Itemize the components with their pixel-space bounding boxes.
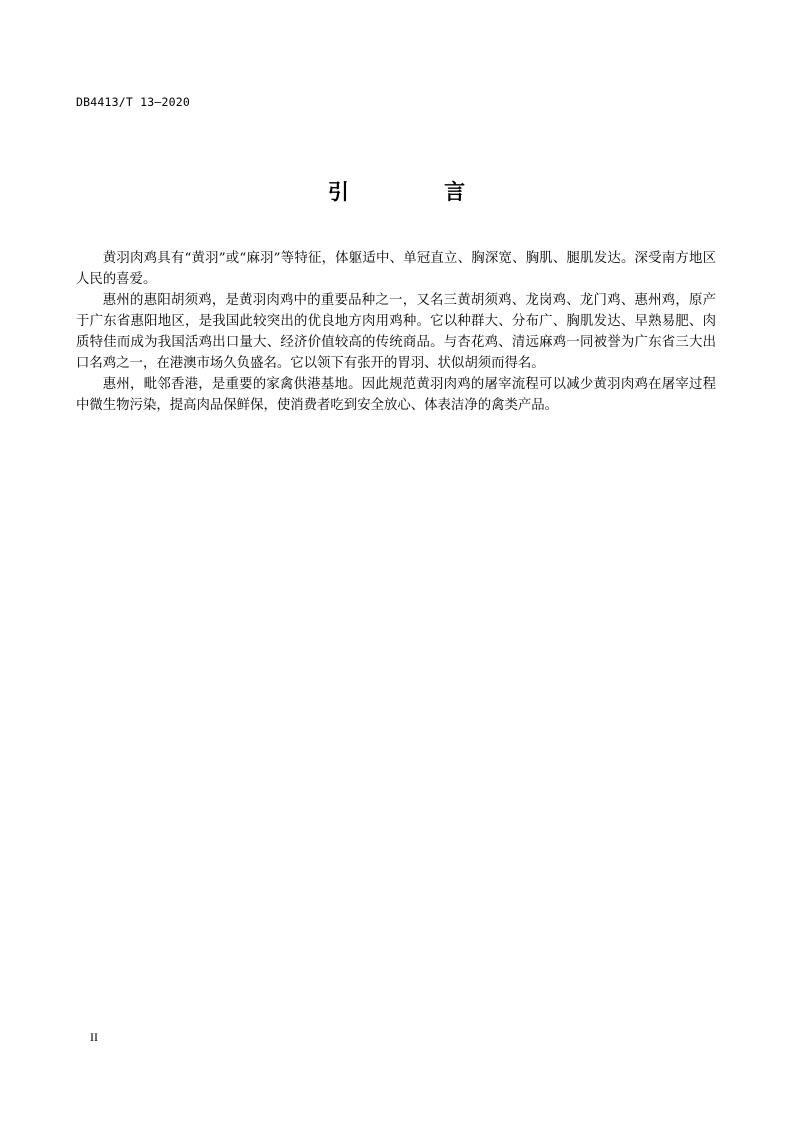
paragraph-3: 惠州，毗邻香港，是重要的家禽供港基地。因此规范黄羽肉鸡的屠宰流程可以减少黄羽肉鸡在屠宰过程中微生物污染，提高肉品保鲜保，使消费者吃到安全放心、体表洁净的禽类产品。 — [76, 377, 716, 413]
page-title: 引 言 — [327, 180, 510, 204]
document-code: DB4413/T 13—2020 — [76, 95, 190, 109]
paragraph-1: 黄羽肉鸡具有“黄羽”或“麻羽”等特征，体躯适中、单冠直立、胸深宽、胸肌、腿肌发达。深受南方地区人民的喜爱。 — [76, 251, 716, 287]
paragraph-2: 惠州的惠阳胡须鸡，是黄羽肉鸡中的重要品种之一，又名三黄胡须鸡、龙岗鸡、龙门鸡、惠州鸡，原产于广东省惠阳地区，是我国此较突出的优良地方肉用鸡种。它以种群大、分布广、胸肌发达、早熟易肥、肉质特佳而成为我国活鸡出口量大、经济价值较高的传统商品。与杏花鸡、清远麻鸡一同被誉为广东省三大出口名鸡之一，在港澳市场久负盛名。它以领下有张开的胃羽、状似胡须而得名。 — [76, 293, 716, 371]
introduction-body — [76, 248, 716, 416]
page-number: II — [90, 1030, 98, 1044]
